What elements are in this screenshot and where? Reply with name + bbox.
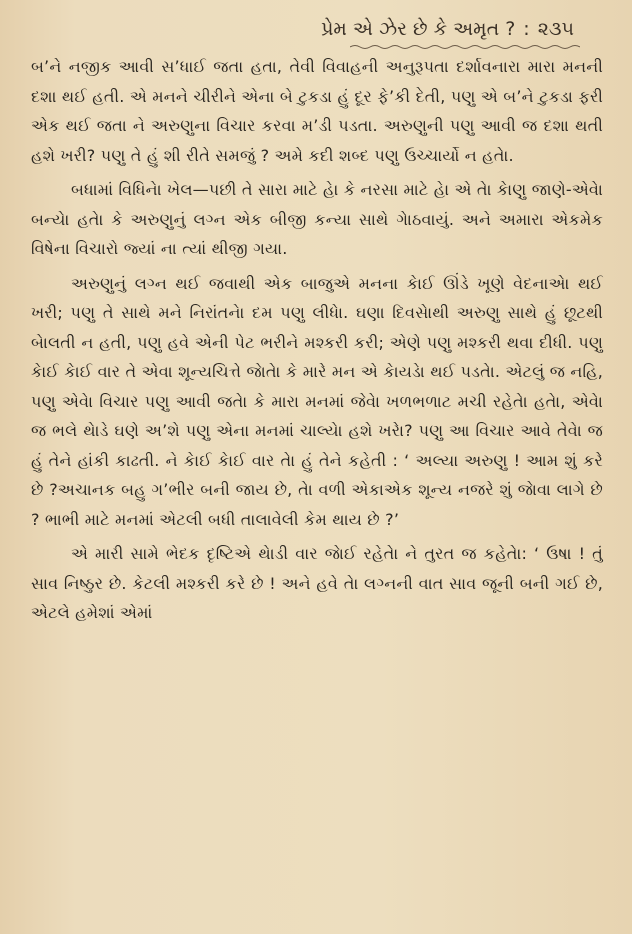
paragraph-1: બ’ને નજીક આવી સ’ધાઈ જતા હતા, તેવી વિવાહની અનુરૂપતા દર્શાવનારા મારા મનની દશા થઈ હતી. એ મનને ચીરીને એના બે ટુકડા હું દૂર ફે’કી દેતી, પણુ એ બ’ને ટુકડા ફરી એક થઈ જતા ને અરુણુના વિચાર કરવા મ’ડી પડતા. અરુણુની પણુ આવી જ દશા થતી હશે ખરી? પણુ તે હું શી રીતે સમજું ? અમે કદી શબ્દ પણુ ઉચ્ચાર્યો ન હતેા. xyxy=(31,57,603,165)
running-header xyxy=(321,12,574,46)
header-wavy-rule xyxy=(350,44,580,50)
running-header-separator: : xyxy=(523,18,530,40)
paragraph-4: એ મારી સામે ભેદક દૃષ્ટિએ થેાડી વાર જેાઈ રહેતેા ને તુરત જ કહેતેા: ‘ ઉષા ! તું સાવ નિષ્ઠુર છે. કેટલી મશ્કરી કરે છે ! અને હવે તેા લગ્નની વાત સાવ જૂની બની ગઈ છે, એટલે હમેશાં એમાં xyxy=(31,544,603,622)
page-number: ૨૩૫ xyxy=(537,18,574,40)
body-text xyxy=(31,52,603,633)
running-header-title: પ્રેમ એ ઝેર છે કે અમૃત ? xyxy=(321,18,516,40)
paragraph-3: અરુણુનું લગ્ન થઈ જવાથી એક બાજુએ મનના કેાઈ ઊંડે ખૂણે વેદનાએા થઈ ખરી; પણુ તે સાથે મને નિરાંતનેા દમ પણુ લીધેા. ઘણા દિવસેાથી અરુણુ સાથે હું છૂટથી બેાલતી ન હતી, પણુ હવે એની પેટ ભરીને મશ્કરી કરી; એણે પણુ મશ્કરી થવા દીધી. પણુ કેાઈ કેાઈ વાર તે એવા શૂન્યચિત્તે જેાતેા કે મારે મન એ કેાયડેા થઈ પડતેા. એટલું જ નહિ, પણુ એવેા વિચાર પણુ આવી જતેા કે મારા મનમાં જેવેા ખળભળાટ મચી રહેતેા હતેા, એવેા જ ભલે થેાડે ઘણે અ’શે પણુ એના મનમાં ચાલ્યેા હશે ખરેા? પણુ આ વિચાર આવે તેવેા જ હું તેને હાંકી કાઢતી. ને કેાઈ કેાઈ વાર તેા હું તેને કહેતી : ‘ અલ્યા અરુણુ ! આમ શું કરે છે ?અચાનક બહુ ગ’ભીર બની જાય છે, તેા વળી એકાએક શૂન્ય નજરે શું જેાવા લાગે છે ? ભાભી માટે મનમાં એટલી બધી તાલાવેલી કેમ થાય છે ?’ xyxy=(31,273,603,529)
paragraph-2: બધામાં વિધિનેા ખેલ—પછી તે સારા માટે હેા કે નરસા માટે હેા એ તેા કેાણુ જાણે-એવેા બન્યેા હતેા કે અરુણુનું લગ્ન એક બીજી કન્યા સાથે ગેાઠવાયું. અને અમારા એકમેક વિષેના વિચારો જ્યાં ના ત્યાં થીજી ગયા. xyxy=(31,180,603,258)
